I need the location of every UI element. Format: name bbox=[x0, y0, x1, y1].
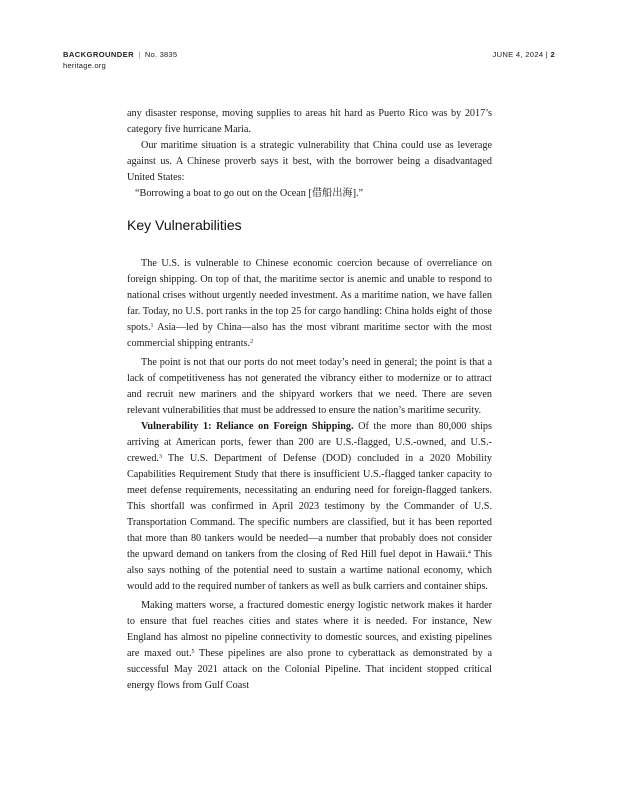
footnote-ref[interactable]: 3 bbox=[158, 454, 162, 460]
separator: | bbox=[136, 50, 143, 59]
footnote-ref[interactable]: 2 bbox=[250, 339, 254, 345]
paragraph-text: The U.S. is vulnerable to Chinese economic coercion because of overreliance on foreign shipping. On top of that, the maritime sector is anemic and unable to respond to national crises without urgently needed investment. As a maritime nation, we have fallen far. Today, no U.S. port ranks in the top 25 for cargo handling: China holds eight of those spots. bbox=[127, 258, 492, 333]
header-series-line bbox=[63, 49, 177, 60]
site-link[interactable]: heritage.org bbox=[63, 61, 106, 70]
page-number: 2 bbox=[550, 50, 555, 59]
paragraph-text: Of the more than 80,000 ships arriving at American ports, fewer than 200 are U.S.-flagged, U.S.-owned, and U.S.-crewed. bbox=[127, 421, 492, 464]
paragraph-continued: any disaster response, moving supplies to areas hit hard as Puerto Rico was by 2017’s category five hurricane Maria. bbox=[127, 108, 492, 135]
paragraph-text: These pipelines are also prone to cyberattack as demonstrated by a successful May 2021 attack on the Colonial Pipeline. That incident stopped critical energy flows from Gulf Coast bbox=[127, 648, 492, 691]
separator: | bbox=[543, 50, 551, 59]
paragraph bbox=[127, 256, 492, 352]
paragraph-text: This also says nothing of the potential need to sustain a wartime national economy, which would add to the required number of tankers as well as bulk carriers and container ships. bbox=[127, 549, 492, 592]
paragraph-text: Asia—led by China—also has the most vibrant maritime sector with the most commercial shipping entrants. bbox=[127, 322, 492, 349]
header-right bbox=[492, 49, 555, 60]
paragraph bbox=[127, 598, 492, 694]
footnote-ref[interactable]: 4 bbox=[467, 550, 471, 556]
paragraph: The point is not that our ports do not meet today’s need in general; the point is that a lack of competitiveness has not generated the vibrancy either to modernize or to attract and recruit new mariners and the shipyard workers that we need. There are seven relevant vulnerabilities that must be addressed to ensure the nation’s maritime security. bbox=[127, 357, 492, 416]
series-label: BACKGROUNDER bbox=[63, 50, 135, 59]
report-number: No. 3835 bbox=[144, 50, 178, 59]
paragraph-text: The U.S. Department of Defense (DOD) concluded in a 2020 Mobility Capabilities Requirement Study that there is insufficient U.S.-flagged tanker capacity to meet defense requirements, necessitating an enduring need for foreign-flagged tankers. This shortfall was confirmed in April 2023 testimony by the Commander of U.S. Transportation Command. The specific numbers are classified, but it has been reported that more than 80 tankers would be needed—a number that probably does not consider the upward demand on tankers from the closing of Red Hill fuel depot in Hawaii. bbox=[127, 453, 492, 560]
paragraph-text: Making matters worse, a fractured domestic energy logistic network makes it harder to ensure that fuel reaches cities and states where it is needed. For instance, New England has almost no pipeline connectivity to domestic sources, and existing pipelines are maxed out. bbox=[127, 600, 492, 659]
page-header bbox=[63, 49, 555, 73]
article-body bbox=[127, 106, 492, 694]
section-heading: Key Vulnerabilities bbox=[127, 217, 242, 233]
footnote-ref[interactable]: 5 bbox=[191, 649, 195, 655]
footnote-ref[interactable]: 1 bbox=[150, 323, 154, 329]
paragraph bbox=[127, 419, 492, 595]
paragraph: Our maritime situation is a strategic vulnerability that China could use as leverage against us. A Chinese proverb says it best, with the borrower being a disadvantaged United States: bbox=[127, 140, 492, 183]
vulnerability-lead: Vulnerability 1: Reliance on Foreign Shipping. bbox=[141, 421, 354, 432]
header-left bbox=[63, 49, 177, 71]
publication-date: JUNE 4, 2024 bbox=[492, 50, 544, 59]
proverb-quote: “Borrowing a boat to go out on the Ocean [借船出海].” bbox=[135, 188, 364, 199]
